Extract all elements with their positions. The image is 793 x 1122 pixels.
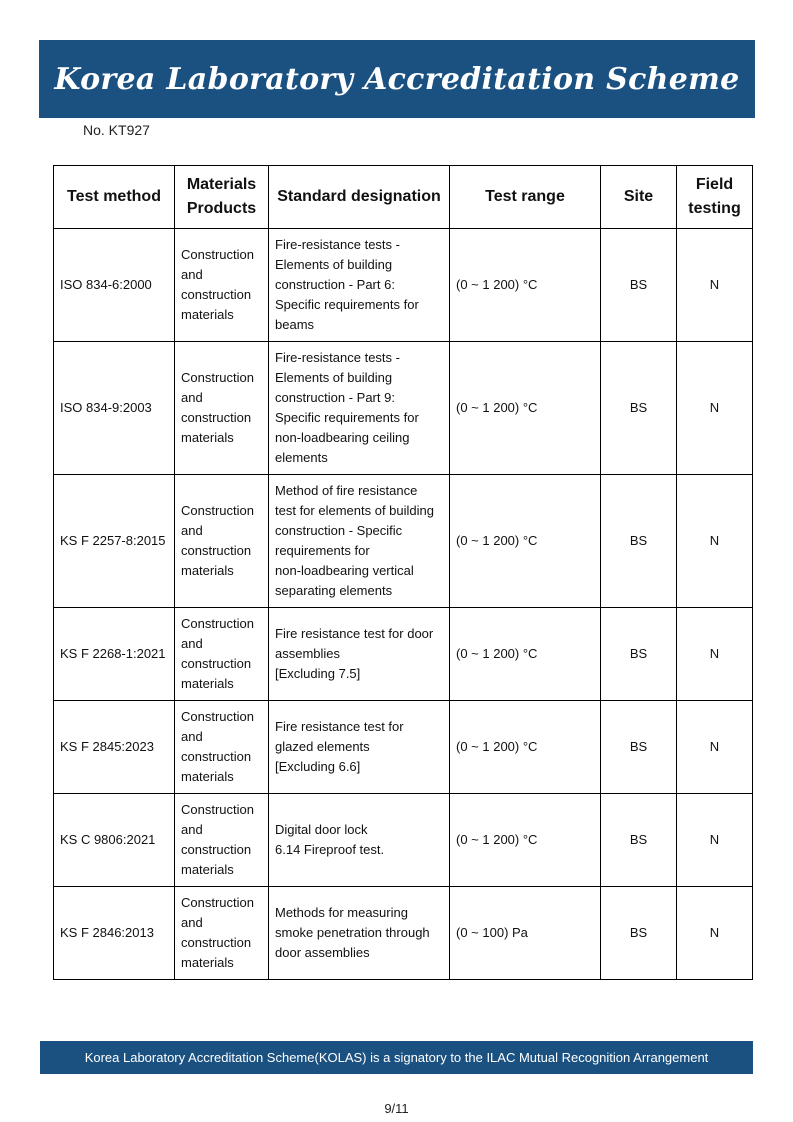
cell-standard-designation (269, 794, 450, 887)
materials-line: and (181, 729, 203, 744)
standard-line: non-loadbearing ceiling (275, 430, 410, 445)
standard-line: [Excluding 6.6] (275, 759, 361, 774)
field-testing-text: N (709, 277, 720, 292)
cell-materials (175, 887, 269, 980)
site-text: BS (629, 739, 648, 754)
standard-line: construction - Specific (275, 523, 403, 538)
cell-site (601, 342, 677, 475)
test-range-text: (0 ~ 1 200) °C (456, 739, 538, 754)
site-text: BS (629, 925, 648, 940)
cell-field-testing (677, 475, 753, 608)
cell-materials (175, 608, 269, 701)
cell-test-range (450, 475, 601, 608)
standard-line: smoke penetration through (275, 925, 430, 940)
cell-field-testing (677, 342, 753, 475)
cell-field-testing (677, 887, 753, 980)
materials-line: materials (181, 563, 234, 578)
page-number: 9/11 (384, 1101, 409, 1116)
cell-test-method (54, 608, 175, 701)
materials-line: Construction (181, 503, 254, 518)
standard-line: construction - Part 6: (275, 277, 395, 292)
standard-line: door assemblies (275, 945, 370, 960)
footer-banner (40, 1041, 753, 1074)
cell-site (601, 229, 677, 342)
standard-line: beams (275, 317, 315, 332)
table-header-row (54, 166, 753, 229)
cell-standard-designation (269, 608, 450, 701)
cell-standard-designation (269, 229, 450, 342)
field-testing-text: N (709, 646, 720, 661)
header-standard-designation: Standard designation (269, 166, 450, 229)
materials-line: materials (181, 862, 234, 877)
materials-line: and (181, 390, 203, 405)
standard-line: requirements for (275, 543, 370, 558)
materials-line: construction (181, 749, 252, 764)
materials-line: construction (181, 543, 252, 558)
cell-materials (175, 701, 269, 794)
cell-test-range (450, 229, 601, 342)
field-testing-text: N (709, 533, 720, 548)
test-range-text: (0 ~ 1 200) °C (456, 400, 538, 415)
site-text: BS (629, 277, 648, 292)
cell-field-testing (677, 794, 753, 887)
table-row (54, 475, 753, 608)
materials-line: and (181, 523, 203, 538)
cell-test-method (54, 794, 175, 887)
cell-test-range (450, 701, 601, 794)
cell-standard-designation (269, 701, 450, 794)
test-method-text: KS F 2257-8:2015 (60, 533, 166, 548)
cell-materials (175, 475, 269, 608)
table-row (54, 794, 753, 887)
header-test-range: Test range (450, 166, 601, 229)
test-method-text: KS F 2268-1:2021 (60, 646, 166, 661)
table-row (54, 342, 753, 475)
header-banner (39, 40, 755, 118)
standard-line: Elements of building (275, 257, 393, 272)
cell-field-testing (677, 229, 753, 342)
standard-line: 6.14 Fireproof test. (275, 842, 385, 857)
header-site: Site (601, 166, 677, 229)
cell-site (601, 794, 677, 887)
materials-line: construction (181, 656, 252, 671)
materials-line: materials (181, 676, 234, 691)
test-method-text: ISO 834-6:2000 (60, 277, 152, 292)
table-row (54, 887, 753, 980)
cell-field-testing (677, 608, 753, 701)
materials-line: Construction (181, 247, 254, 262)
test-range-text: (0 ~ 100) Pa (456, 925, 528, 940)
standard-line: non-loadbearing vertical (275, 563, 414, 578)
standard-line: separating elements (275, 583, 393, 598)
site-text: BS (629, 400, 648, 415)
test-method-text: KS F 2845:2023 (60, 739, 154, 754)
table-row (54, 608, 753, 701)
materials-line: materials (181, 307, 234, 322)
standard-line: Fire-resistance tests - (275, 237, 400, 252)
cell-site (601, 608, 677, 701)
field-testing-text: N (709, 400, 720, 415)
cell-field-testing (677, 701, 753, 794)
materials-line: materials (181, 769, 234, 784)
materials-line: construction (181, 935, 252, 950)
standard-line: Digital door lock (275, 822, 368, 837)
cell-test-range (450, 794, 601, 887)
cell-test-method (54, 342, 175, 475)
header-materials-products: Materials Products (175, 166, 269, 229)
standard-line: assemblies (275, 646, 341, 661)
test-range-text: (0 ~ 1 200) °C (456, 277, 538, 292)
cell-test-range (450, 608, 601, 701)
cell-materials (175, 794, 269, 887)
header-test-method: Test method (54, 166, 175, 229)
standard-line: test for elements of building (275, 503, 434, 518)
standard-line: Methods for measuring (275, 905, 408, 920)
test-range-text: (0 ~ 1 200) °C (456, 832, 538, 847)
materials-line: materials (181, 955, 234, 970)
table-row (54, 229, 753, 342)
test-range-text: (0 ~ 1 200) °C (456, 646, 538, 661)
cell-site (601, 475, 677, 608)
materials-line: construction (181, 842, 252, 857)
accreditation-scope-table (53, 165, 753, 980)
materials-line: Construction (181, 616, 254, 631)
cell-test-method (54, 887, 175, 980)
standard-line: Fire resistance test for (275, 719, 404, 734)
cell-materials (175, 229, 269, 342)
materials-line: Construction (181, 709, 254, 724)
materials-line: construction (181, 410, 252, 425)
header-title: Korea Laboratory Accreditation Scheme (54, 61, 740, 97)
cell-standard-designation (269, 887, 450, 980)
materials-line: construction (181, 287, 252, 302)
test-method-text: KS C 9806:2021 (60, 832, 156, 847)
site-text: BS (629, 533, 648, 548)
cell-test-method (54, 229, 175, 342)
test-method-text: KS F 2846:2013 (60, 925, 154, 940)
materials-line: Construction (181, 802, 254, 817)
standard-line: Fire resistance test for door (275, 626, 434, 641)
cell-site (601, 887, 677, 980)
site-text: BS (629, 646, 648, 661)
materials-line: and (181, 822, 203, 837)
certificate-number: No. KT927 (83, 122, 150, 138)
standard-line: glazed elements (275, 739, 370, 754)
standard-line: [Excluding 7.5] (275, 666, 361, 681)
table-row (54, 701, 753, 794)
materials-line: and (181, 636, 203, 651)
standard-line: Fire-resistance tests - (275, 350, 400, 365)
cell-test-range (450, 342, 601, 475)
cell-site (601, 701, 677, 794)
field-testing-text: N (709, 739, 720, 754)
cell-standard-designation (269, 475, 450, 608)
field-testing-text: N (709, 832, 720, 847)
materials-line: materials (181, 430, 234, 445)
cell-test-method (54, 475, 175, 608)
materials-line: Construction (181, 895, 254, 910)
cell-test-method (54, 701, 175, 794)
standard-line: construction - Part 9: (275, 390, 395, 405)
standard-line: Specific requirements for (275, 410, 419, 425)
standard-line: Method of fire resistance (275, 483, 418, 498)
materials-line: Construction (181, 370, 254, 385)
materials-line: and (181, 915, 203, 930)
cell-test-range (450, 887, 601, 980)
standard-line: Elements of building (275, 370, 393, 385)
standard-line: Specific requirements for (275, 297, 419, 312)
header-field-testing: Field testing (677, 166, 753, 229)
cell-standard-designation (269, 342, 450, 475)
standard-line: elements (275, 450, 328, 465)
materials-line: and (181, 267, 203, 282)
cell-materials (175, 342, 269, 475)
site-text: BS (629, 832, 648, 847)
test-range-text: (0 ~ 1 200) °C (456, 533, 538, 548)
footer-text: Korea Laboratory Accreditation Scheme(KOLAS) is a signatory to the ILAC Mutual Recognition Arrangement (84, 1050, 709, 1065)
test-method-text: ISO 834-9:2003 (60, 400, 152, 415)
field-testing-text: N (709, 925, 720, 940)
